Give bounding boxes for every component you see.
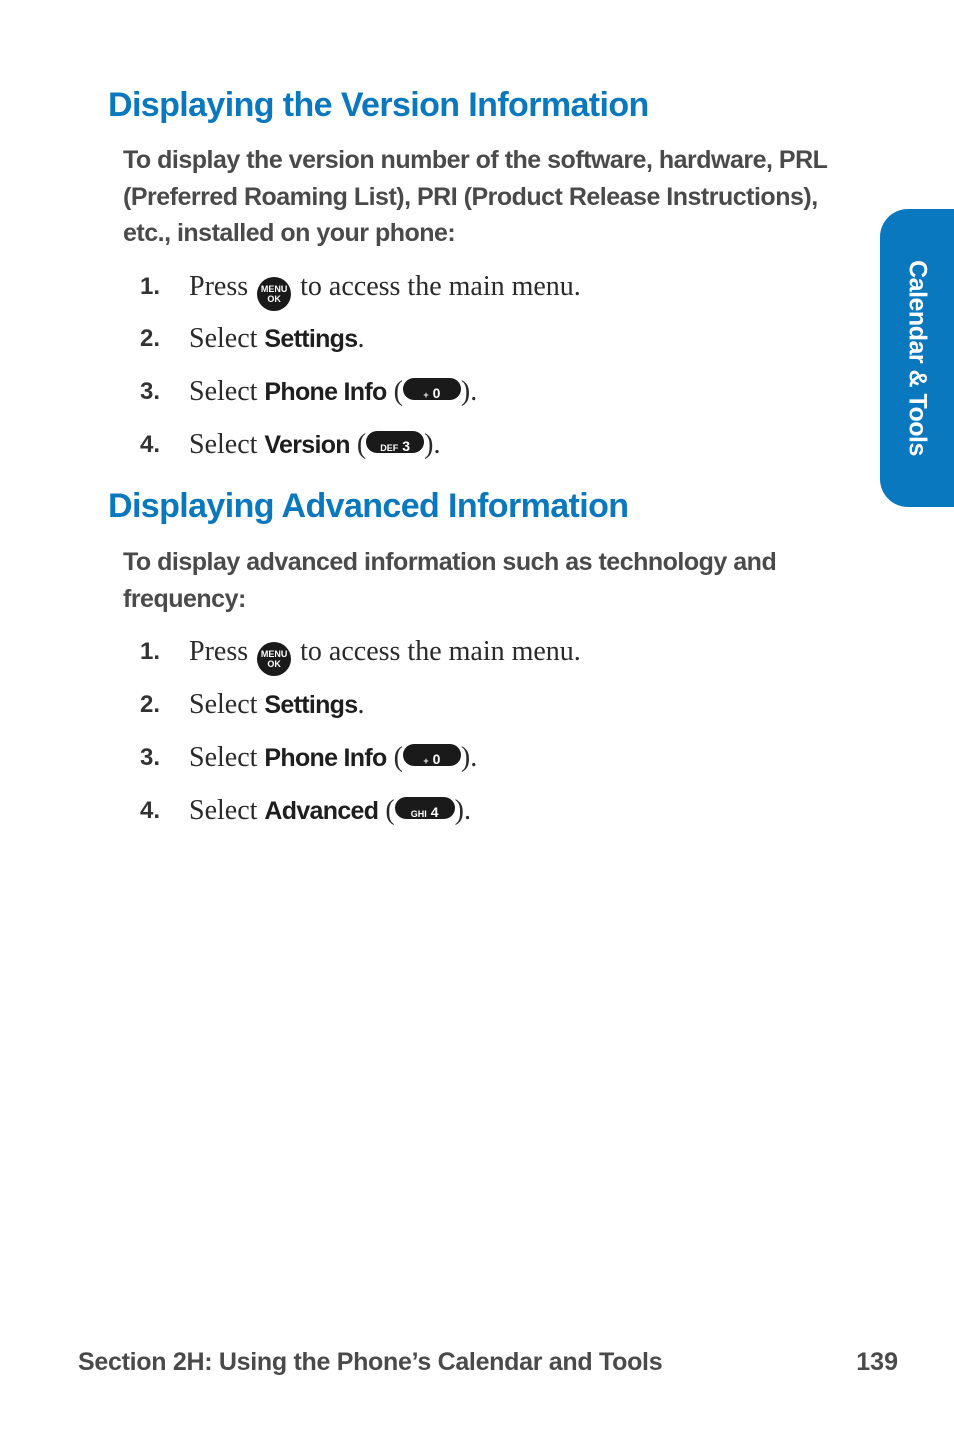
- step-text: Select: [189, 689, 258, 720]
- step-item: 4. Select Version ( DEF 3 ).: [0, 425, 900, 465]
- menu-option-advanced: Advanced: [264, 797, 379, 825]
- step-number: 1.: [140, 638, 161, 665]
- step-text: Press: [189, 271, 249, 302]
- three-key-icon: DEF 3: [366, 431, 424, 453]
- step-text: Select: [189, 376, 258, 407]
- step-number: 3.: [140, 744, 161, 771]
- menu-option-phone-info: Phone Info: [264, 744, 387, 772]
- step-item: 4. Select Advanced ( GHI 4 ).: [0, 791, 900, 831]
- step-number: 3.: [140, 378, 161, 405]
- zero-key-icon: + 0: [403, 744, 461, 766]
- step-item: 3. Select Phone Info ( + 0 ).: [0, 738, 900, 778]
- step-number: 4.: [140, 797, 161, 824]
- menu-option-settings: Settings: [264, 325, 358, 353]
- menu-ok-key-icon: MENU OK: [257, 277, 291, 311]
- side-tab-label: Calendar & Tools: [903, 260, 932, 456]
- menu-option-settings: Settings: [264, 691, 358, 719]
- step-item: 3. Select Phone Info ( + 0 ).: [0, 372, 900, 412]
- step-item: 2. Select Settings.: [0, 319, 900, 359]
- step-text: Select: [189, 742, 258, 773]
- step-text: Press: [189, 636, 249, 667]
- menu-option-version: Version: [264, 431, 350, 459]
- section-intro-version: To display the version number of the software, hardware, PRL (Preferred Roaming List), PRI (Product Release Instructions), etc., installed on your phone:: [123, 146, 827, 247]
- page-number: 139: [856, 1348, 898, 1376]
- section-heading-advanced: Displaying Advanced Information: [108, 487, 629, 525]
- step-item: [0, 267, 900, 307]
- menu-option-phone-info: Phone Info: [264, 378, 387, 406]
- step-item: [0, 632, 900, 672]
- menu-ok-key-icon: MENU OK: [257, 642, 291, 676]
- step-text: to access the main menu.: [300, 271, 581, 302]
- step-item: 2. Select Settings.: [0, 685, 900, 725]
- step-number: 2.: [140, 325, 161, 352]
- section-intro-advanced: To display advanced information such as technology and frequency:: [123, 548, 777, 613]
- step-text: Select: [189, 429, 258, 460]
- step-number: 4.: [140, 431, 161, 458]
- four-key-icon: GHI 4: [395, 797, 455, 819]
- step-number: 2.: [140, 691, 161, 718]
- step-number: 1.: [140, 273, 161, 300]
- zero-key-icon: + 0: [403, 378, 461, 400]
- step-text: to access the main menu.: [300, 636, 581, 667]
- step-text: Select: [189, 323, 258, 354]
- step-text: Select: [189, 795, 258, 826]
- section-heading-version: Displaying the Version Information: [108, 86, 649, 124]
- footer-section-title: Section 2H: Using the Phone’s Calendar and Tools: [78, 1348, 663, 1376]
